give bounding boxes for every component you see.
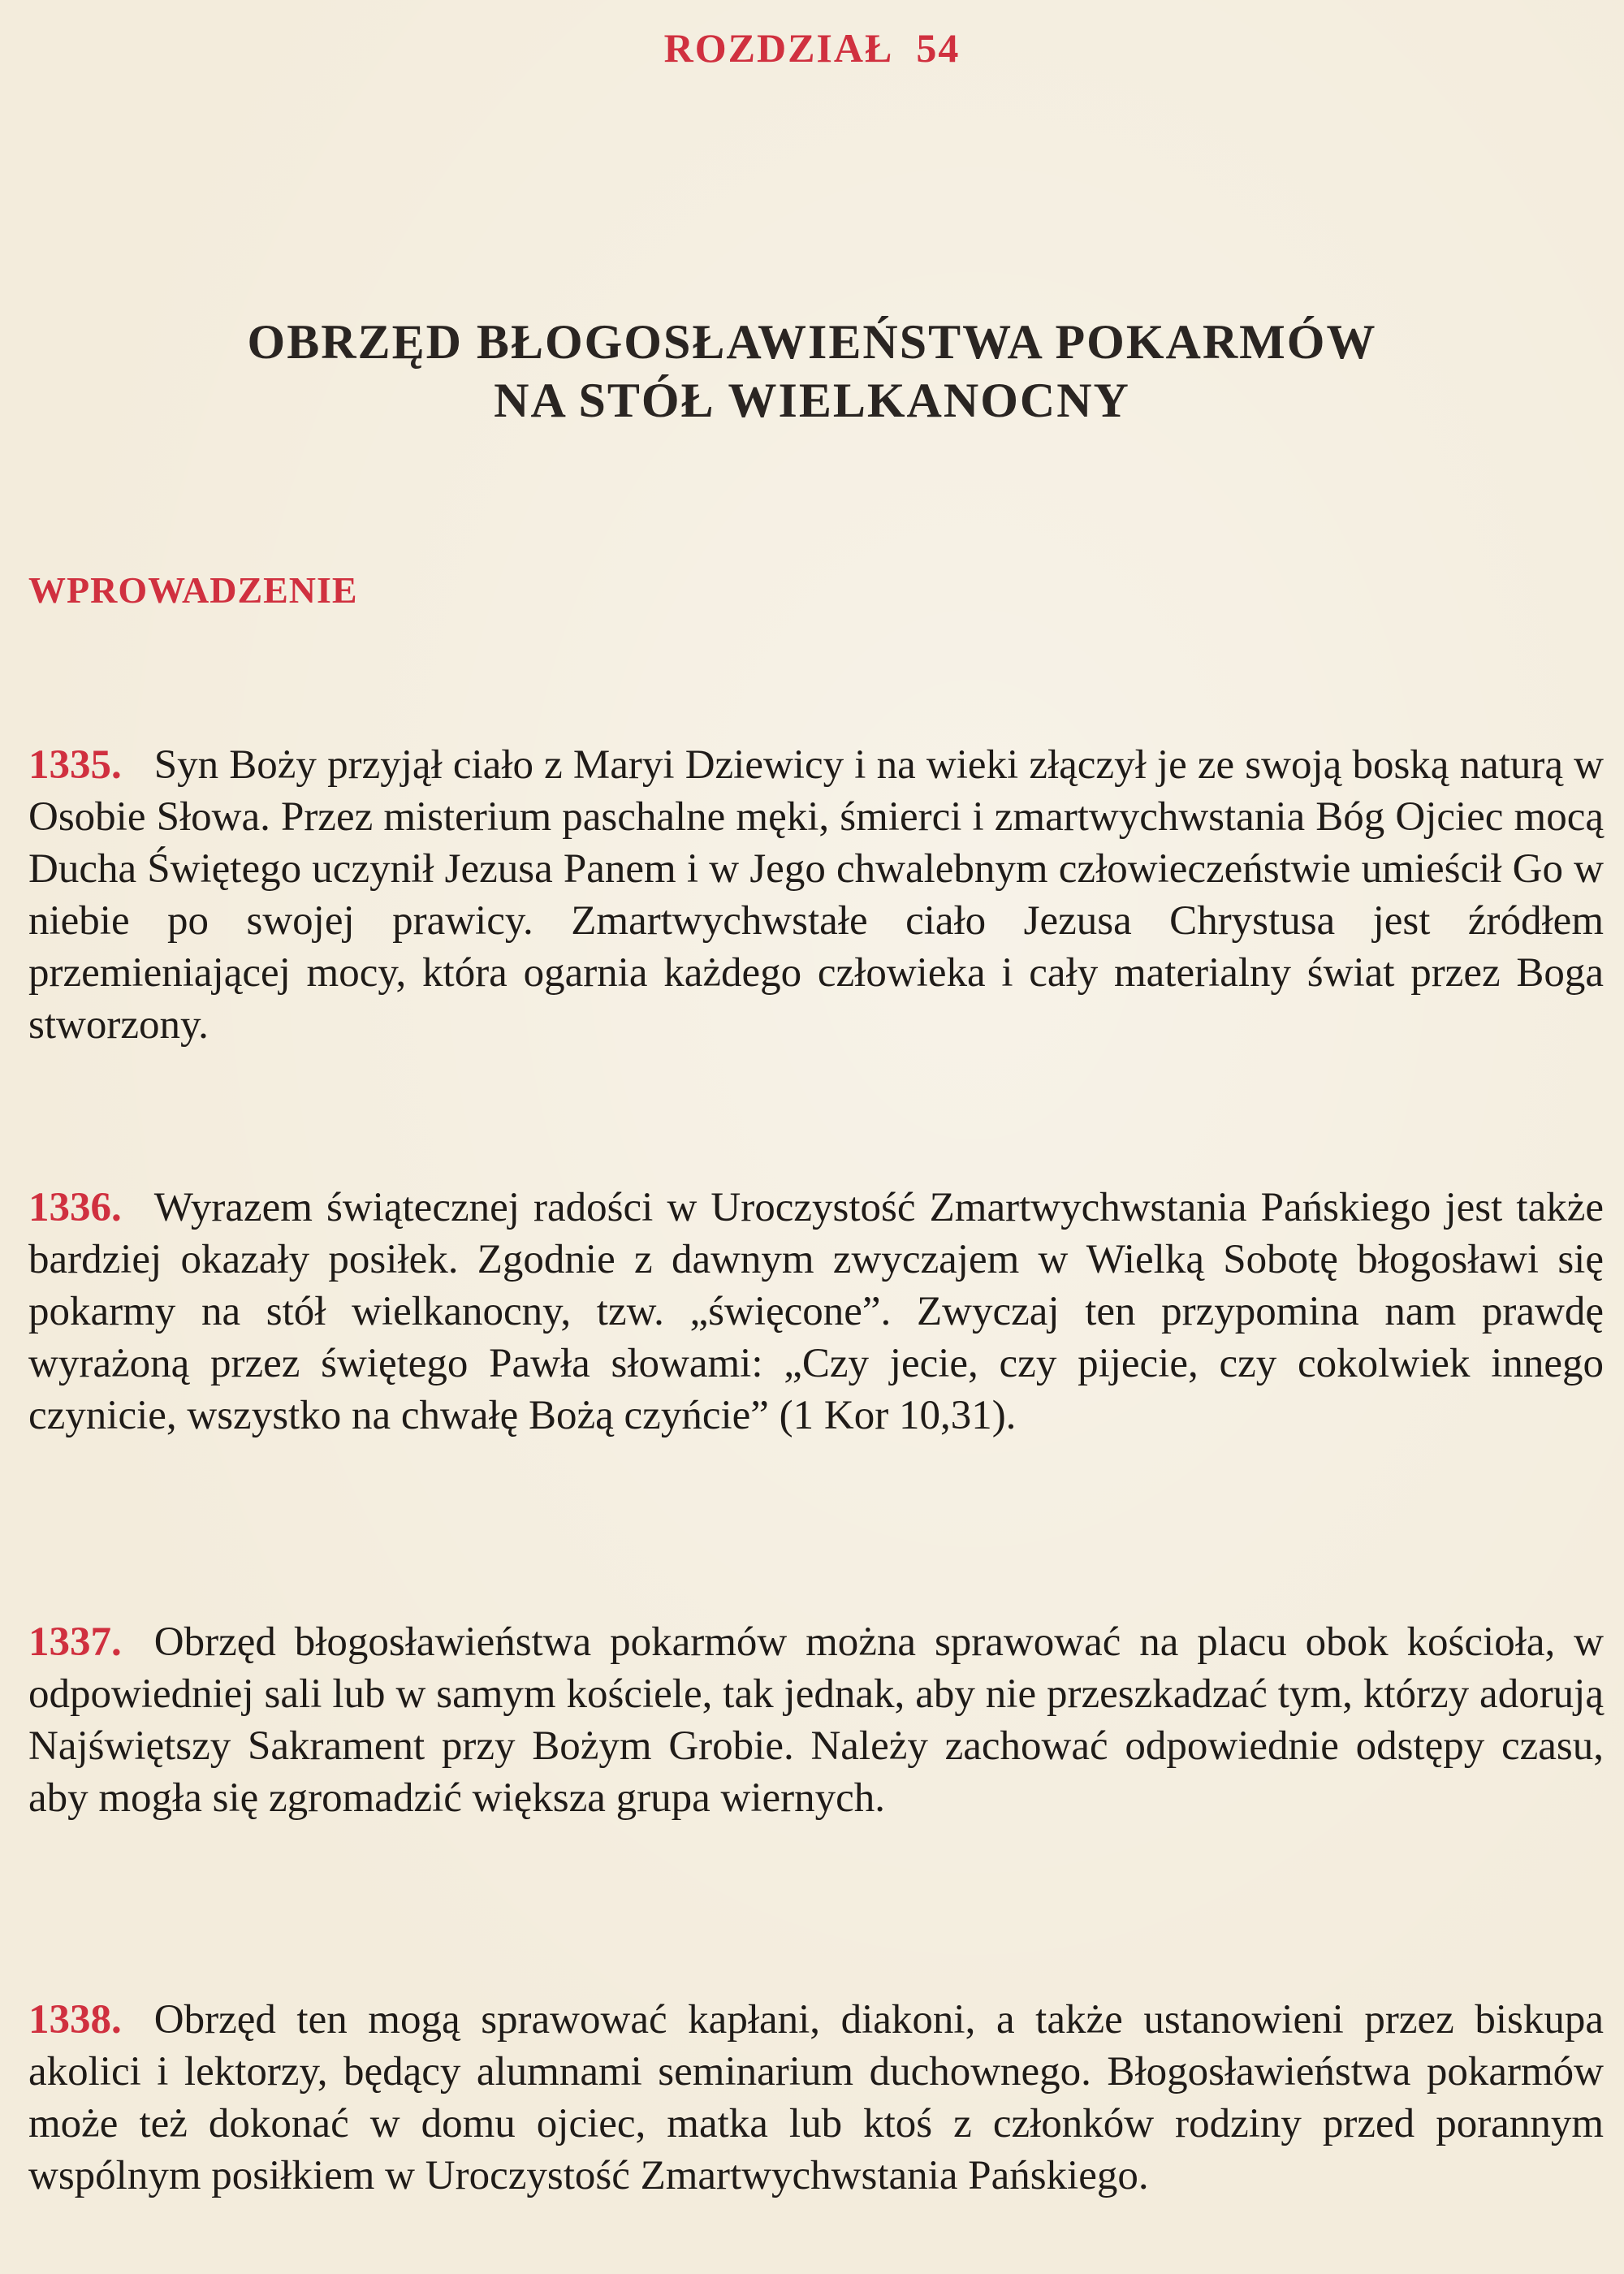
title-line-1: OBRZĘD BŁOGOSŁAWIEŃSTWA POKARMÓW	[247, 315, 1377, 369]
paragraph-number: 1338.	[28, 1997, 122, 2043]
chapter-heading	[0, 24, 1624, 71]
section-heading: WPROWADZENIE	[28, 569, 358, 611]
paragraph-number: 1335.	[28, 742, 122, 788]
page-title	[0, 313, 1624, 430]
chapter-label: ROZDZIAŁ	[663, 25, 894, 71]
paragraph-text: Obrzęd ten mogą sprawować kapłani, diakoni, a także ustanowieni przez biskupa akolici i lektorzy, będący alumnami seminarium duchownego. Błogosławieństwa pokarmów może też dokonać w domu ojciec, matka lub ktoś z członków rodziny przed porannym wspólnym posiłkiem w Uroczystość Zmartwychwstania Pańskiego.	[28, 1997, 1604, 2198]
paragraph-1336	[28, 1182, 1604, 1442]
paragraph-number: 1337.	[28, 1619, 122, 1665]
paragraph-1335	[28, 739, 1604, 1051]
paragraph-1337	[28, 1616, 1604, 1824]
paragraph-number: 1336.	[28, 1185, 122, 1230]
chapter-number: 54	[916, 25, 961, 71]
paragraph-1338	[28, 1994, 1604, 2202]
paragraph-text: Syn Boży przyjął ciało z Maryi Dziewicy i na wieki złączył je ze swoją boską naturą w Osobie Słowa. Przez misterium paschalne męki, śmierci i zmartwychwstania Bóg Ojciec mocą Ducha Świętego uczynił Jezusa Panem i w Jego chwalebnym człowieczeństwie umieścił Go w niebie po swojej prawicy. Zmartwychwstałe ciało Jezusa Chrystusa jest źródłem przemieniającej mocy, która ogarnia każdego człowieka i cały materialny świat przez Boga stworzony.	[28, 742, 1604, 1048]
title-line-2: NA STÓŁ WIELKANOCNY	[494, 374, 1130, 427]
paragraph-text: Obrzęd błogosławieństwa pokarmów można sprawować na placu obok kościoła, w odpowiedniej sali lub w samym kościele, tak jednak, aby nie przeszkadzać tym, którzy adorują Najświętszy Sakrament przy Bożym Grobie. Należy zachować odpowiednie odstępy czasu, aby mogła się zgromadzić większa grupa wiernych.	[28, 1619, 1604, 1821]
paragraph-text: Wyrazem świątecznej radości w Uroczystość Zmartwychwstania Pańskiego jest także bardziej okazały posiłek. Zgodnie z dawnym zwyczajem w Wielką Sobotę błogosławi się pokarmy na stół wielkanocny, tzw. „święcone”. Zwyczaj ten przypomina nam prawdę wyrażoną przez świętego Pawła słowami: „Czy jecie, czy pijecie, czy cokolwiek innego czynicie, wszystko na chwałę Bożą czyńcie” (1 Kor 10,31).	[28, 1185, 1604, 1438]
